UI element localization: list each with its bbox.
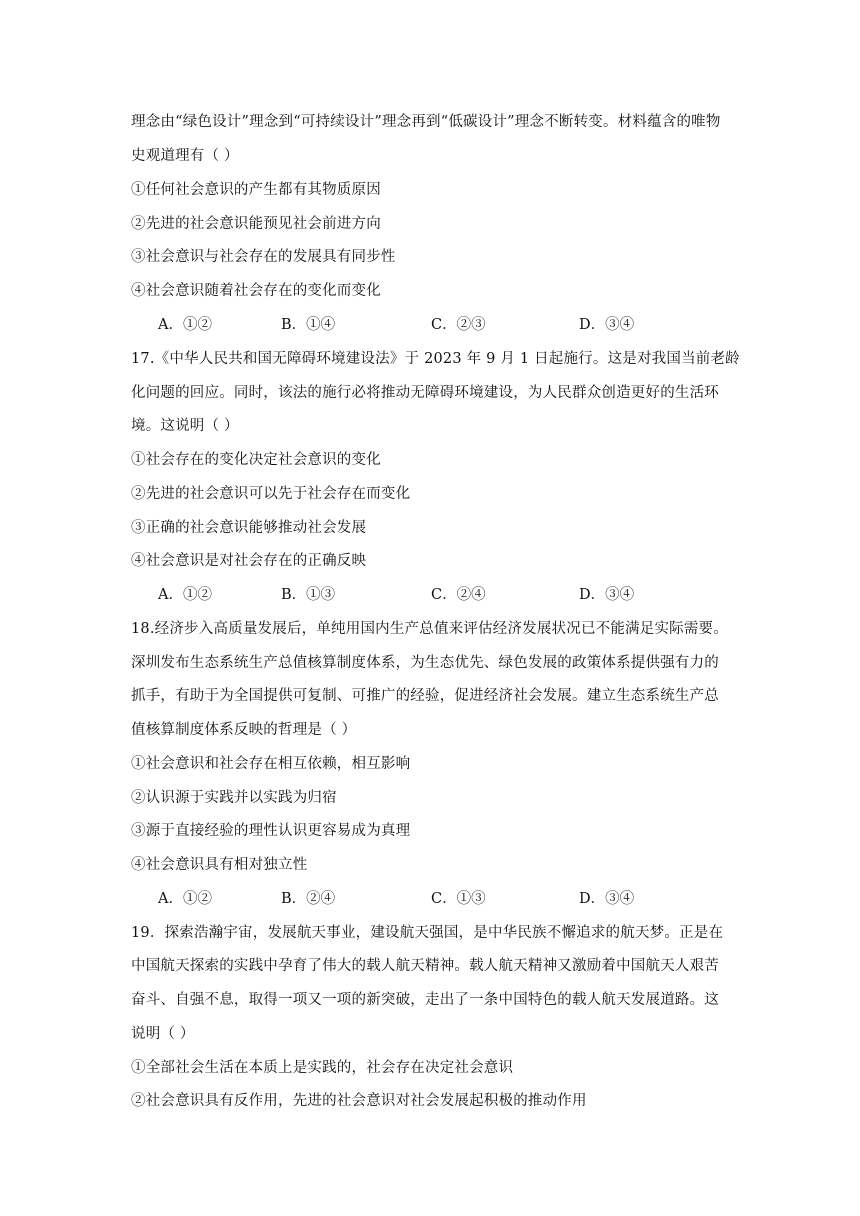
q19-stem-line-4: 说明（ ） — [131, 1026, 195, 1042]
q18-stem-line-3: 抓手，有助于为全国提供可复制、可推广的经验，促进经济社会发展。建立生态系统生产总 — [131, 688, 719, 704]
q18-option-d[interactable]: D．③④ — [579, 891, 635, 907]
q16-option-a[interactable]: A．①② — [158, 317, 212, 333]
q19-statement-1: ①全部社会生活在本质上是实践的，社会存在决定社会意识 — [131, 1060, 514, 1076]
q18-option-a[interactable]: A．①② — [158, 891, 212, 907]
q17-stem-line-2: 化问题的回应。同时，该法的施行必将推动无障碍环境建设，为人民群众创造更好的生活环 — [131, 385, 719, 401]
q17-stem-line-3: 境。这说明（ ） — [131, 418, 239, 434]
q18-statement-3: ③源于直接经验的理性认识更容易成为真理 — [131, 823, 411, 839]
q16-statement-4: ④社会意识随着社会存在的变化而变化 — [131, 283, 381, 299]
q16-stem-line-2: 史观道理有（ ） — [131, 148, 239, 164]
q17-statement-4: ④社会意识是对社会存在的正确反映 — [131, 553, 367, 569]
q16-options — [158, 315, 718, 335]
q17-stem-line-1: 17.《中华人民共和国无障碍环境建设法》于 2023 年 9 月 1 日起施行。这是对我国当前老龄 — [131, 351, 740, 367]
q17-statement-1: ①社会存在的变化决定社会意识的变化 — [131, 452, 381, 468]
q18-option-b[interactable]: B．②④ — [281, 891, 336, 907]
q16-stem-line-1: 理念由“绿色设计”理念到“可持续设计”理念再到“低碳设计”理念不断转变。材料蕴含的唯物 — [131, 114, 721, 130]
q18-option-c[interactable]: C．①③ — [431, 891, 486, 907]
q18-stem-line-2: 深圳发布生态系统生产总值核算制度体系，为生态优先、绿色发展的政策体系提供强有力的 — [131, 655, 719, 671]
q17-option-d[interactable]: D．③④ — [579, 587, 635, 603]
q18-statement-4: ④社会意识具有相对独立性 — [131, 857, 308, 873]
q19-stem-line-3: 奋斗、自强不息，取得一项又一项的新突破，走出了一条中国特色的载人航天发展道路。这 — [131, 992, 719, 1008]
q18-stem-line-4: 值核算制度体系反映的哲理是（ ） — [131, 722, 357, 738]
q19-statement-2: ②社会意识具有反作用，先进的社会意识对社会发展起积极的推动作用 — [131, 1093, 587, 1109]
q17-statement-2: ②先进的社会意识可以先于社会存在而变化 — [131, 486, 411, 502]
q17-options — [158, 585, 718, 605]
q18-statement-1: ①社会意识和社会存在相互依赖，相互影响 — [131, 756, 411, 772]
q16-statement-1: ①任何社会意识的产生都有其物质原因 — [131, 182, 381, 198]
q16-statement-3: ③社会意识与社会存在的发展具有同步性 — [131, 249, 396, 265]
q18-options — [158, 889, 718, 909]
q18-stem-line-1: 18.经济步入高质量发展后，单纯用国内生产总值来评估经济发展状况已不能满足实际需要。 — [131, 621, 728, 637]
q17-option-b[interactable]: B．①③ — [281, 587, 336, 603]
q19-stem-line-1: 19．探索浩瀚宇宙，发展航天事业，建设航天强国，是中华民族不懈追求的航天梦。正是在 — [131, 925, 724, 941]
q17-option-a[interactable]: A．①② — [158, 587, 212, 603]
q16-option-c[interactable]: C．②③ — [431, 317, 486, 333]
q16-statement-2: ②先进的社会意识能预见社会前进方向 — [131, 216, 381, 232]
q16-option-b[interactable]: B．①④ — [281, 317, 336, 333]
q16-option-d[interactable]: D．③④ — [579, 317, 635, 333]
q17-statement-3: ③正确的社会意识能够推动社会发展 — [131, 520, 367, 536]
q18-statement-2: ②认识源于实践并以实践为归宿 — [131, 790, 337, 806]
q19-stem-line-2: 中国航天探索的实践中孕育了伟大的载人航天精神。载人航天精神又激励着中国航天人艰苦 — [131, 958, 719, 974]
q17-option-c[interactable]: C．②④ — [431, 587, 486, 603]
